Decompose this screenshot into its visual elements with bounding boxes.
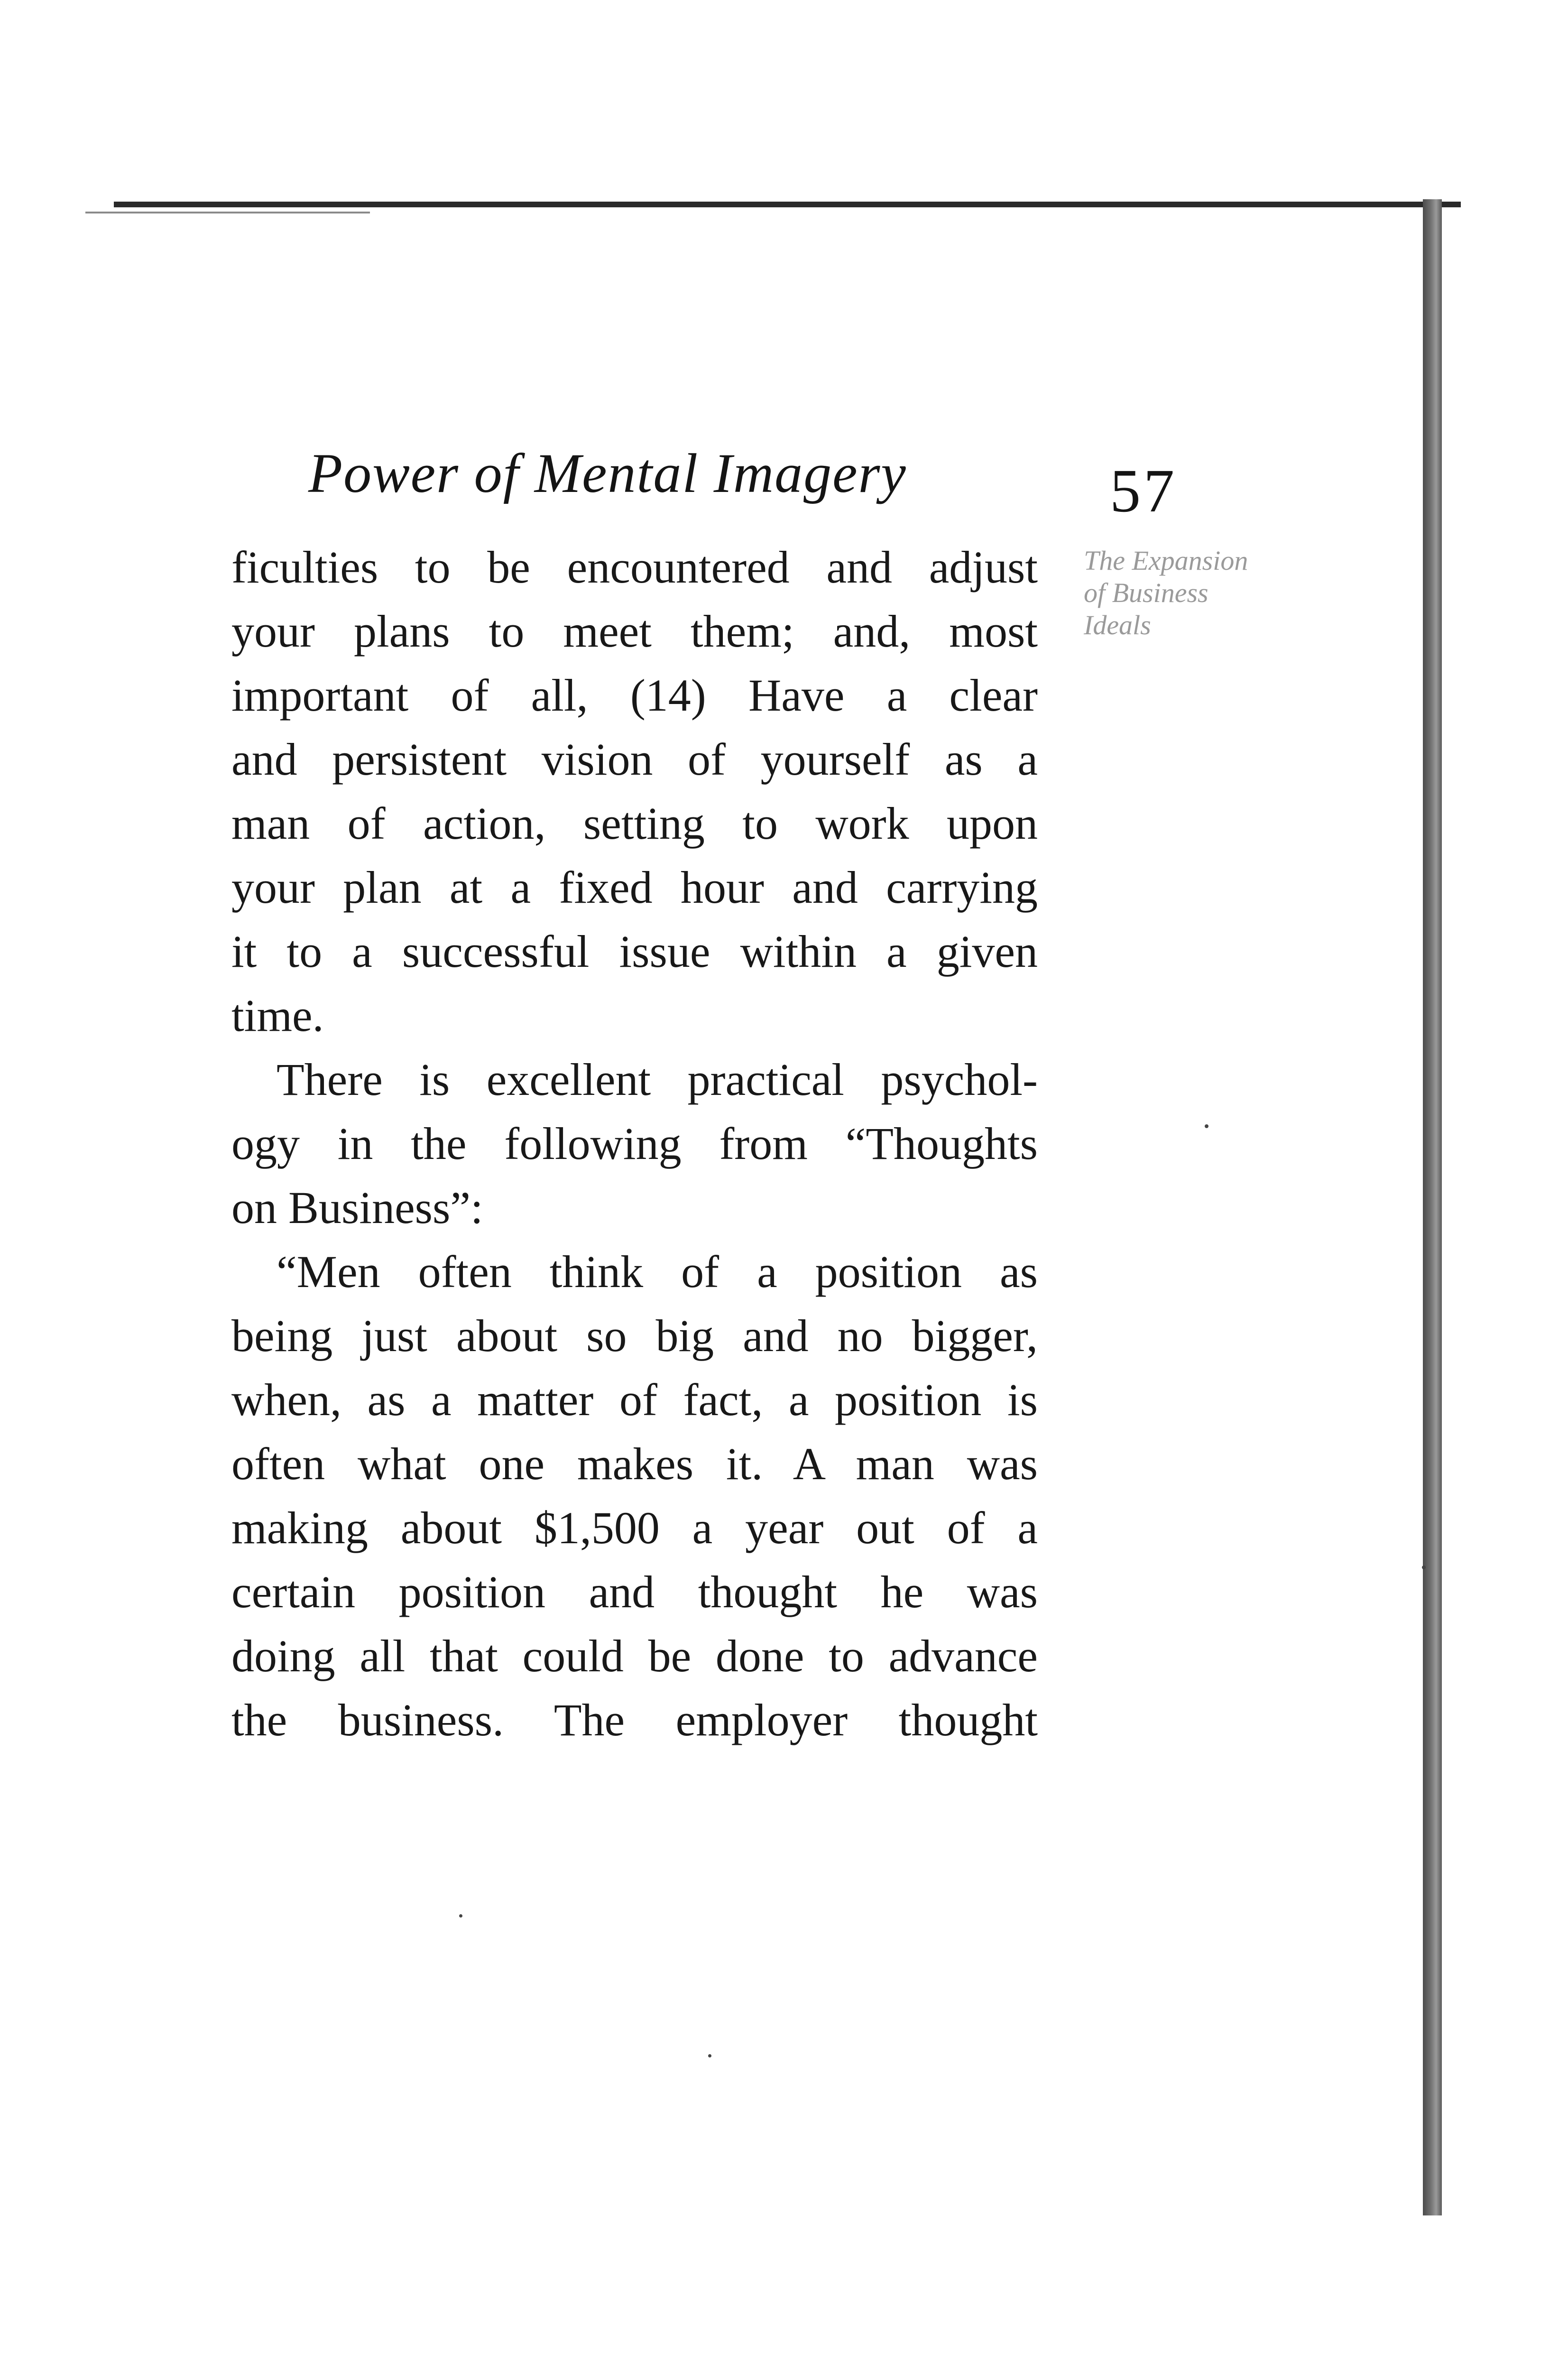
margin-note-line: The Expansion	[1084, 545, 1248, 576]
running-title: Power of Mental Imagery	[308, 442, 907, 504]
text-line: important of all, (14) Have a clear	[231, 670, 1038, 721]
text-line: certain position and thought he was	[231, 1566, 1038, 1617]
scan-speck	[708, 2054, 711, 2057]
scan-speck	[1422, 1566, 1426, 1569]
text-line: your plan at a fixed hour and carrying	[231, 862, 1038, 913]
text-line: “Men often think of a position as	[277, 1246, 1038, 1297]
text-line: on Business”:	[231, 1182, 483, 1233]
scan-speck	[1205, 1124, 1208, 1128]
text-line: ogy in the following from “Thoughts	[231, 1118, 1038, 1169]
text-line: doing all that could be done to advance	[231, 1631, 1038, 1681]
margin-note	[1084, 545, 1330, 641]
text-line: it to a successful issue within a given	[231, 926, 1038, 977]
text-line: time.	[231, 990, 324, 1041]
page-right-edge-shadow	[1423, 199, 1442, 2215]
page-top-border-fade	[85, 212, 370, 213]
text-line: the business. The employer thought	[231, 1695, 1038, 1745]
text-line: when, as a matter of fact, a position is	[231, 1374, 1038, 1425]
text-line: There is excellent practical psychol-	[277, 1054, 1038, 1105]
text-line: being just about so big and no bigger,	[231, 1310, 1038, 1361]
margin-note-line: Ideals	[1084, 610, 1151, 640]
text-line: often what one makes it. A man was	[231, 1438, 1038, 1489]
scan-speck	[459, 1914, 462, 1918]
margin-note-line: of Business	[1084, 577, 1208, 608]
text-line: ficulties to be encountered and adjust	[231, 542, 1038, 593]
text-line: your plans to meet them; and, most	[231, 606, 1038, 657]
page-number: 57	[1110, 457, 1177, 525]
text-line: making about $1,500 a year out of a	[231, 1502, 1038, 1553]
text-line: man of action, setting to work upon	[231, 798, 1038, 849]
page-top-border	[114, 202, 1461, 207]
body-text	[231, 535, 1038, 1752]
text-line: and persistent vision of yourself as a	[231, 734, 1038, 785]
